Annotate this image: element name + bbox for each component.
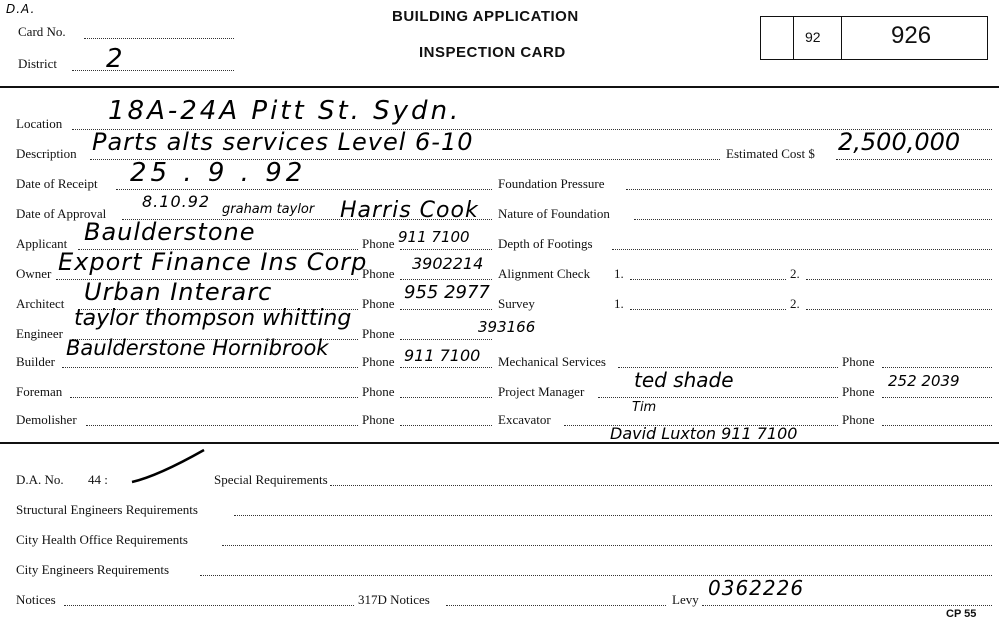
demolisher-phone-line <box>400 425 492 426</box>
city-health-line <box>222 545 992 546</box>
date-of-approval-label: Date of Approval <box>16 206 107 221</box>
project-manager-line <box>598 397 838 398</box>
mechanical-phone-line <box>882 367 992 368</box>
date-of-approval-value: 8.10.92 <box>142 192 211 211</box>
location-label: Location <box>16 116 63 131</box>
description-value: Parts alts services Level 6-10 <box>92 128 474 156</box>
form-code: CP 55 <box>946 608 977 620</box>
levy-line <box>702 605 992 606</box>
notices-317d-label: 317D Notices <box>358 592 430 607</box>
structural-label: Structural Engineers Requirements <box>16 502 198 517</box>
date-of-receipt-value: 25 . 9 . 92 <box>130 158 307 188</box>
top-divider <box>0 86 999 88</box>
applicant-phone-label: Phone <box>362 236 395 251</box>
card-number-box <box>760 16 988 60</box>
foundation-pressure-label: Foundation Pressure <box>498 176 605 191</box>
estimated-cost-label: Estimated Cost $ <box>726 146 815 161</box>
box-year: 92 <box>805 29 821 45</box>
alignment-check-label: Alignment Check <box>498 266 591 281</box>
notices-line <box>64 605 354 606</box>
builder-label: Builder <box>16 354 55 369</box>
description-label: Description <box>16 146 77 161</box>
architect-value: Urban Interarc <box>84 278 273 306</box>
approval-note: Harris Cook <box>340 198 479 223</box>
architect-phone: 955 2977 <box>404 282 490 303</box>
depth-of-footings-line <box>612 249 992 250</box>
card-no-line <box>84 38 234 39</box>
estimated-cost-line <box>836 159 992 160</box>
demolisher-line <box>86 425 358 426</box>
architect-phone-label: Phone <box>362 296 395 311</box>
extra-contact: David Luxton 911 7100 <box>610 424 798 443</box>
project-manager-phone-label: Phone <box>842 384 875 399</box>
engineer-phone: 393166 <box>478 318 536 336</box>
notices-317d-line <box>446 605 666 606</box>
owner-label: Owner <box>16 266 52 281</box>
excavator-phone-line <box>882 425 992 426</box>
city-engineers-line <box>200 575 992 576</box>
engineer-value: taylor thompson whitting <box>74 306 352 331</box>
foreman-line <box>70 397 358 398</box>
applicant-phone: 911 7100 <box>398 228 470 246</box>
city-engineers-label: City Engineers Requirements <box>16 562 170 577</box>
alignment-check-1: 1. <box>614 266 624 281</box>
notices-label: Notices <box>16 592 56 607</box>
levy-value: 0362226 <box>708 576 805 600</box>
survey-label: Survey <box>498 296 535 311</box>
applicant-label: Applicant <box>16 236 68 251</box>
owner-phone: 3902214 <box>412 254 484 273</box>
survey-1: 1. <box>614 296 624 311</box>
demolisher-label: Demolisher <box>16 412 77 427</box>
da-no-label: D.A. No. <box>16 472 64 487</box>
applicant-value: Baulderstone <box>84 218 256 246</box>
date-of-receipt-label: Date of Receipt <box>16 176 98 191</box>
survey-1-line <box>630 309 786 310</box>
da-no-value: 44 : <box>88 472 108 487</box>
builder-phone-label: Phone <box>362 354 395 369</box>
owner-value: Export Finance Ins Corp <box>58 248 368 276</box>
nature-of-foundation-label: Nature of Foundation <box>498 206 610 221</box>
project-manager-phone-line <box>882 397 992 398</box>
date-of-receipt-line <box>116 189 492 190</box>
survey-2: 2. <box>790 296 800 311</box>
demolisher-phone-label: Phone <box>362 412 395 427</box>
special-requirements-label: Special Requirements <box>214 472 328 487</box>
nature-of-foundation-line <box>634 219 992 220</box>
levy-label: Levy <box>672 592 699 607</box>
special-requirements-line <box>330 485 992 486</box>
mechanical-services-label: Mechanical Services <box>498 354 606 369</box>
city-health-label: City Health Office Requirements <box>16 532 188 547</box>
alignment-check-1-line <box>630 279 786 280</box>
district-label: District <box>18 56 57 71</box>
alignment-check-2: 2. <box>790 266 800 281</box>
excavator-phone-label: Phone <box>842 412 875 427</box>
foundation-pressure-line <box>626 189 992 190</box>
foreman-phone-label: Phone <box>362 384 395 399</box>
da-no-stroke <box>128 446 208 486</box>
builder-phone: 911 7100 <box>404 346 481 365</box>
title-line-2: INSPECTION CARD <box>419 44 566 61</box>
foreman-phone-line <box>400 397 492 398</box>
district-value: 2 <box>106 44 124 74</box>
architect-label: Architect <box>16 296 65 311</box>
excavator-label: Excavator <box>498 412 551 427</box>
owner-phone-line <box>400 279 492 280</box>
builder-phone-line <box>400 367 492 368</box>
owner-phone-label: Phone <box>362 266 395 281</box>
engineer-label: Engineer <box>16 326 63 341</box>
box-number: 926 <box>891 22 932 49</box>
alignment-check-2-line <box>806 279 992 280</box>
builder-value: Baulderstone Hornibrook <box>66 336 329 360</box>
card-no-label: Card No. <box>18 24 66 39</box>
engineer-phone-line <box>400 339 492 340</box>
depth-of-footings-label: Depth of Footings <box>498 236 593 251</box>
middle-divider <box>0 442 999 444</box>
project-manager-label: Project Manager <box>498 384 585 399</box>
estimated-cost-value: 2,500,000 <box>838 128 961 156</box>
engineer-phone-label: Phone <box>362 326 395 341</box>
title-line-1: BUILDING APPLICATION <box>392 8 579 25</box>
structural-line <box>234 515 992 516</box>
district-line <box>72 70 234 71</box>
mechanical-phone-label: Phone <box>842 354 875 369</box>
applicant-phone-line <box>400 249 492 250</box>
approver-name: graham taylor <box>222 202 315 217</box>
excavator-value: Tim <box>632 400 657 415</box>
foreman-label: Foreman <box>16 384 63 399</box>
architect-phone-line <box>400 309 492 310</box>
survey-2-line <box>806 309 992 310</box>
da-mark: D.A. <box>6 2 36 16</box>
location-value: 18A-24A Pitt St. Sydn. <box>108 96 462 126</box>
project-manager-value: ted shade <box>634 368 734 392</box>
project-manager-phone: 252 2039 <box>888 372 960 390</box>
builder-line <box>62 367 358 368</box>
